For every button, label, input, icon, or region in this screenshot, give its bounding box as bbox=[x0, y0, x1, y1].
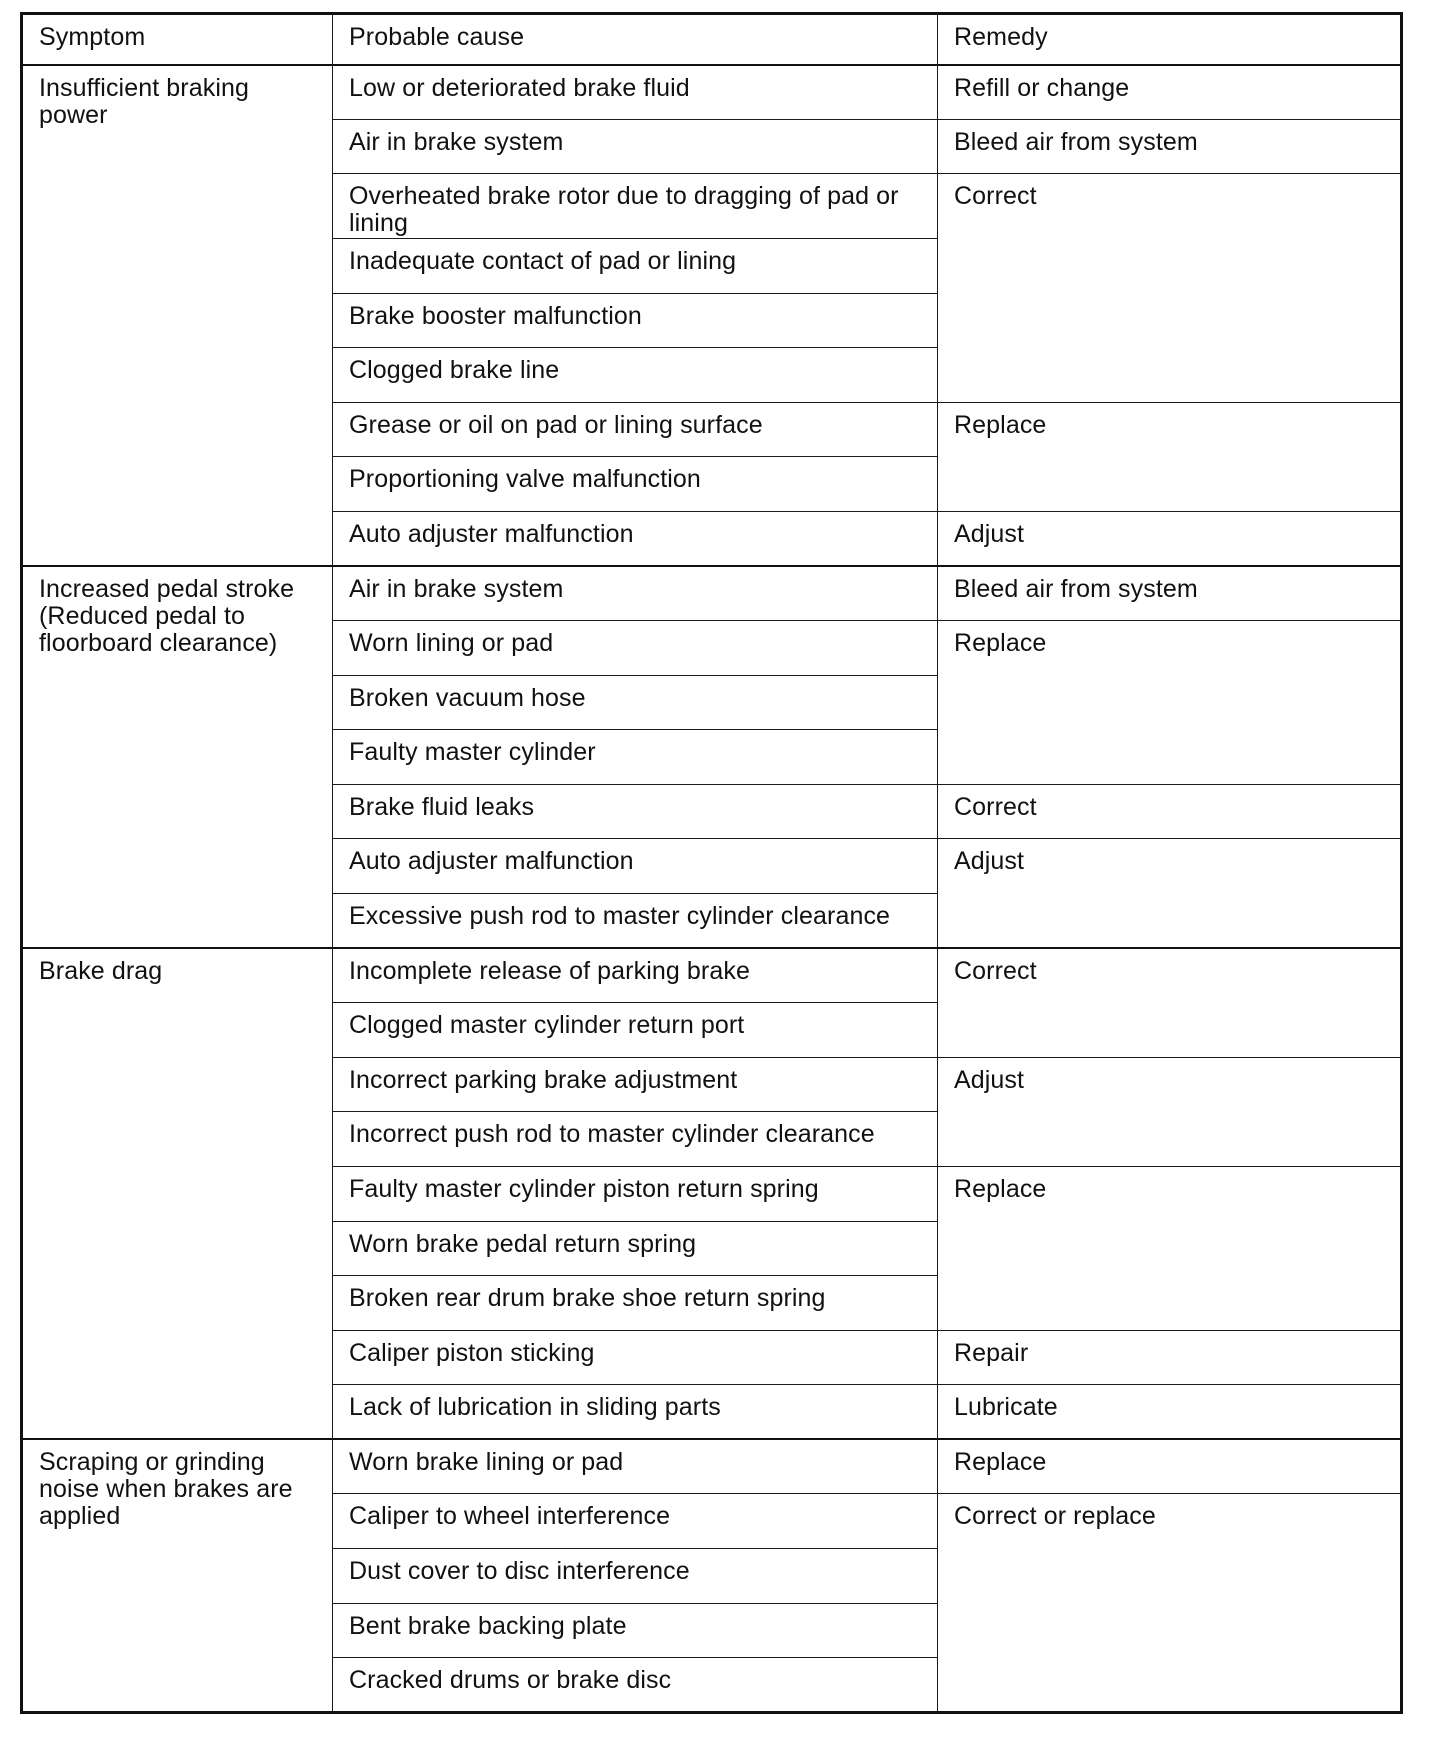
probable-cause-cell: Broken rear drum brake shoe return spring bbox=[333, 1276, 938, 1331]
table-row bbox=[22, 65, 1402, 120]
remedy-cell: Replace bbox=[938, 1166, 1402, 1330]
probable-cause-cell: Overheated brake rotor due to dragging of pad or lining bbox=[333, 174, 938, 239]
probable-cause-cell: Caliper piston sticking bbox=[333, 1330, 938, 1385]
remedy-cell: Correct bbox=[938, 784, 1402, 839]
table-row bbox=[22, 1439, 1402, 1494]
symptom-cell: Insufficient braking power bbox=[22, 65, 333, 567]
table-row bbox=[22, 566, 1402, 621]
remedy-cell: Replace bbox=[938, 402, 1402, 511]
probable-cause-cell: Low or deteriorated brake fluid bbox=[333, 65, 938, 120]
probable-cause-cell: Incomplete release of parking brake bbox=[333, 948, 938, 1003]
remedy-cell: Adjust bbox=[938, 511, 1402, 566]
remedy-cell: Bleed air from system bbox=[938, 566, 1402, 621]
probable-cause-cell: Worn brake lining or pad bbox=[333, 1439, 938, 1494]
symptom-cell: Scraping or grinding noise when brakes are applied bbox=[22, 1439, 333, 1712]
remedy-cell: Adjust bbox=[938, 1057, 1402, 1166]
probable-cause-cell: Clogged master cylinder return port bbox=[333, 1003, 938, 1058]
remedy-cell: Replace bbox=[938, 621, 1402, 785]
probable-cause-cell: Grease or oil on pad or lining surface bbox=[333, 402, 938, 457]
header-probable-cause: Probable cause bbox=[333, 14, 938, 65]
probable-cause-cell: Auto adjuster malfunction bbox=[333, 511, 938, 566]
probable-cause-cell: Broken vacuum hose bbox=[333, 675, 938, 730]
probable-cause-cell: Worn brake pedal return spring bbox=[333, 1221, 938, 1276]
remedy-cell: Bleed air from system bbox=[938, 119, 1402, 174]
probable-cause-cell: Incorrect parking brake adjustment bbox=[333, 1057, 938, 1112]
remedy-cell: Repair bbox=[938, 1330, 1402, 1385]
remedy-cell: Refill or change bbox=[938, 65, 1402, 120]
probable-cause-cell: Caliper to wheel interference bbox=[333, 1494, 938, 1549]
remedy-cell: Correct bbox=[938, 948, 1402, 1057]
probable-cause-cell: Inadequate contact of pad or lining bbox=[333, 239, 938, 294]
probable-cause-cell: Brake booster malfunction bbox=[333, 293, 938, 348]
symptom-cell: Brake drag bbox=[22, 948, 333, 1439]
probable-cause-cell: Bent brake backing plate bbox=[333, 1603, 938, 1658]
document-page bbox=[20, 12, 1400, 1714]
table-body bbox=[22, 65, 1402, 1713]
probable-cause-cell: Worn lining or pad bbox=[333, 621, 938, 676]
probable-cause-cell: Lack of lubrication in sliding parts bbox=[333, 1385, 938, 1440]
probable-cause-cell: Cracked drums or brake disc bbox=[333, 1658, 938, 1713]
symptom-cell: Increased pedal stroke (Reduced pedal to floorboard clearance) bbox=[22, 566, 333, 948]
remedy-cell: Replace bbox=[938, 1439, 1402, 1494]
probable-cause-cell: Clogged brake line bbox=[333, 348, 938, 403]
probable-cause-cell: Faulty master cylinder bbox=[333, 730, 938, 785]
probable-cause-cell: Auto adjuster malfunction bbox=[333, 839, 938, 894]
probable-cause-cell: Faulty master cylinder piston return spring bbox=[333, 1166, 938, 1221]
header-symptom: Symptom bbox=[22, 14, 333, 65]
probable-cause-cell: Proportioning valve malfunction bbox=[333, 457, 938, 512]
remedy-cell: Correct bbox=[938, 174, 1402, 403]
remedy-cell: Adjust bbox=[938, 839, 1402, 948]
table-row bbox=[22, 948, 1402, 1003]
probable-cause-cell: Air in brake system bbox=[333, 566, 938, 621]
remedy-cell: Correct or replace bbox=[938, 1494, 1402, 1713]
remedy-cell: Lubricate bbox=[938, 1385, 1402, 1440]
table-header-row bbox=[22, 14, 1402, 65]
probable-cause-cell: Brake fluid leaks bbox=[333, 784, 938, 839]
brake-troubleshooting-table bbox=[20, 12, 1403, 1714]
probable-cause-cell: Excessive push rod to master cylinder clearance bbox=[333, 894, 938, 949]
header-remedy: Remedy bbox=[938, 14, 1402, 65]
probable-cause-cell: Air in brake system bbox=[333, 119, 938, 174]
probable-cause-cell: Incorrect push rod to master cylinder clearance bbox=[333, 1112, 938, 1167]
probable-cause-cell: Dust cover to disc interference bbox=[333, 1548, 938, 1603]
